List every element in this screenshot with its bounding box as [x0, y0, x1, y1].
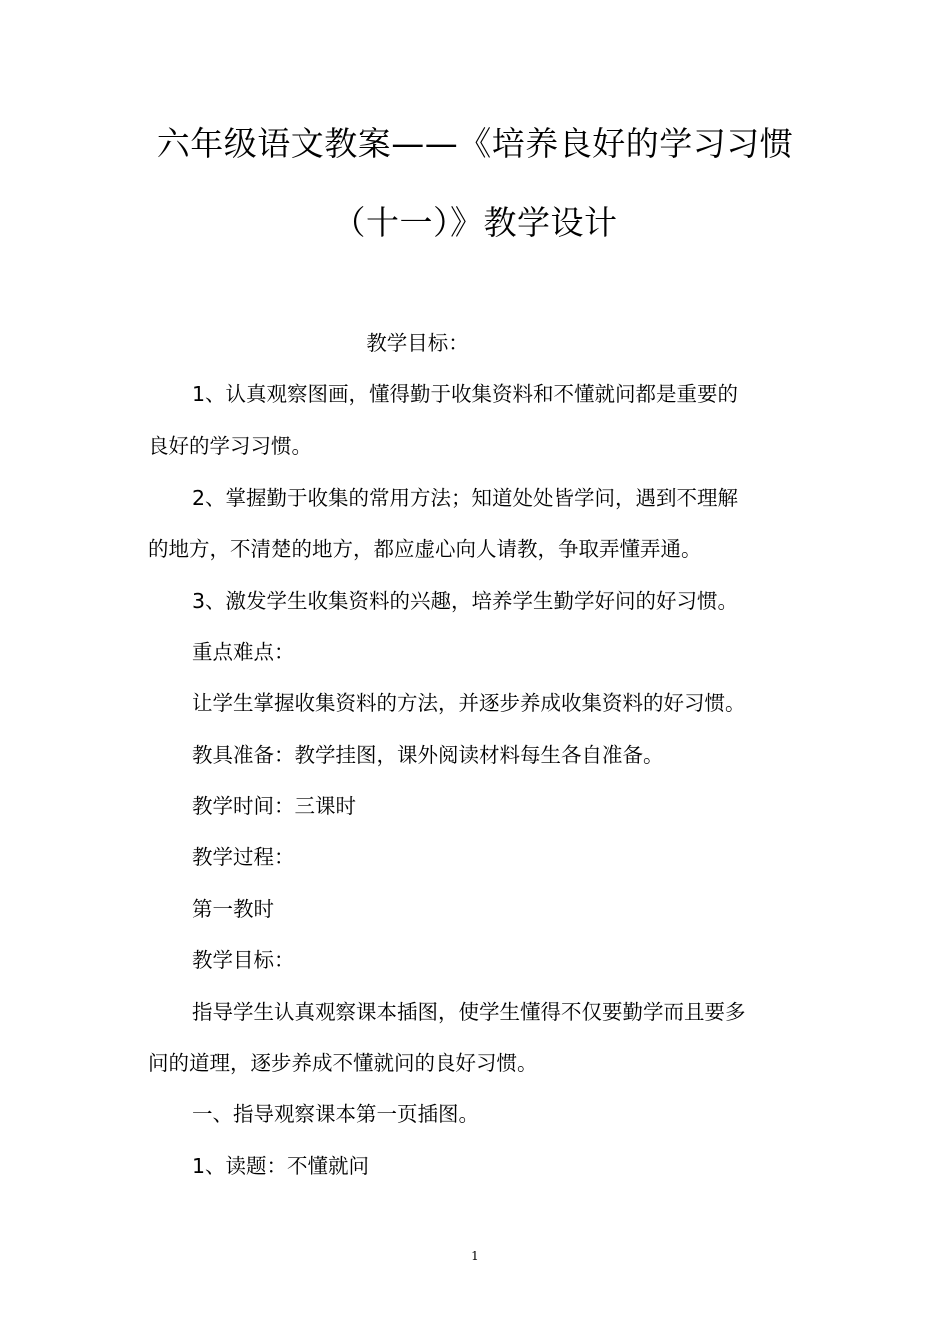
step-1-item-1: 1、读题：不懂就问: [192, 1154, 370, 1178]
step-1-heading: 一、指导观察课本第一页插图。: [192, 1102, 479, 1126]
objective-2-line-1: 2、掌握勤于收集的常用方法；知道处处皆学问，遇到不理解: [192, 486, 739, 510]
teaching-time-text: 教学时间：三课时: [192, 794, 356, 818]
document-title-line-2: （十一）》教学设计: [332, 203, 618, 242]
objective-1-line-2: 良好的学习习惯。: [148, 434, 312, 458]
materials-text: 教具准备：教学挂图，课外阅读材料每生各自准备。: [192, 743, 664, 767]
lesson-1-objective-line-2: 问的道理，逐步养成不懂就问的良好习惯。: [148, 1051, 538, 1075]
process-heading: 教学过程：: [192, 845, 295, 869]
objectives-heading: 教学目标：: [366, 331, 469, 355]
lesson-1-heading: 第一教时: [192, 897, 274, 921]
objective-2-line-2: 的地方，不清楚的地方，都应虚心向人请教，争取弄懂弄通。: [148, 537, 702, 561]
key-points-heading: 重点难点：: [192, 640, 295, 664]
key-points-text: 让学生掌握收集资料的方法，并逐步养成收集资料的好习惯。: [192, 691, 746, 715]
lesson-1-objective-line-1: 指导学生认真观察课本插图，使学生懂得不仅要勤学而且要多: [192, 1000, 746, 1024]
document-title-line-1: 六年级语文教案——《培养良好的学习习惯: [156, 124, 794, 163]
lesson-1-objectives-heading: 教学目标：: [192, 948, 295, 972]
objective-1-line-1: 1、认真观察图画，懂得勤于收集资料和不懂就问都是重要的: [192, 382, 739, 406]
objective-3: 3、激发学生收集资料的兴趣，培养学生勤学好问的好习惯。: [192, 589, 739, 613]
page-number: 1: [471, 1249, 479, 1263]
